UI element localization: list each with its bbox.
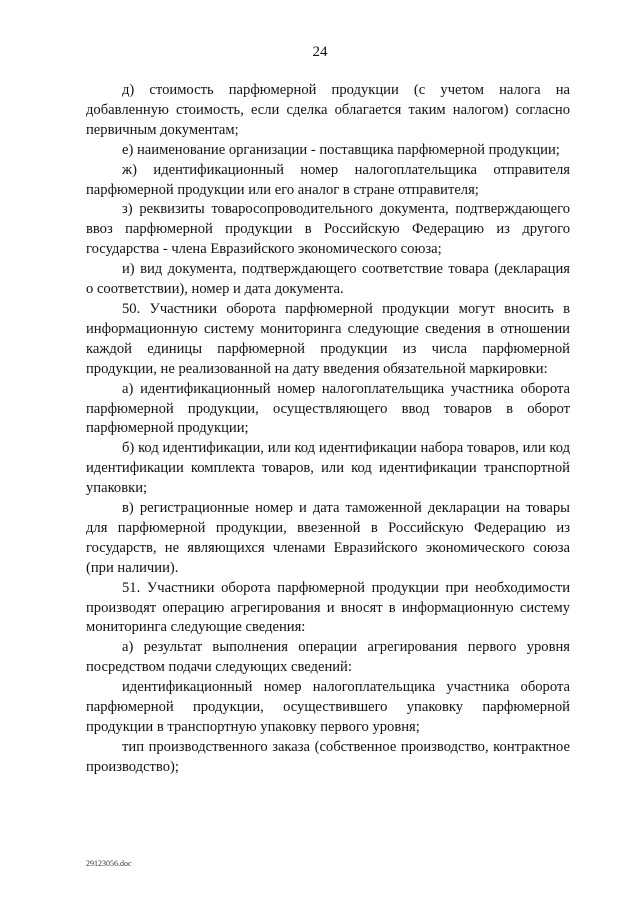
paragraph-z-shipping-document: з) реквизиты товаросопроводительного документа, подтверждающего ввоз парфюмерной продукции в Российскую Федерацию из другого государства - члена Евразийского экономического союза; (86, 201, 570, 258)
file-name-footer: 29123056.doc (86, 859, 132, 868)
paragraph-d-cost: д) стоимость парфюмерной продукции (с учетом налога на добавленную стоимость, если сделка облагается таким налогом) согласно первичным документам; (86, 82, 570, 138)
page-number: 24 (312, 44, 328, 60)
paragraph-e-supplier-name: е) наименование организации - поставщика парфюмерной продукции; (122, 141, 560, 158)
paragraph-50-b: б) код идентификации, или код идентификации набора товаров, или код идентификации комплекта товаров, или код идентификации транспортной упаковки; (86, 440, 570, 497)
paragraph-51-a-order-type: тип производственного заказа (собственное производство, контрактное производство); (86, 738, 570, 775)
paragraph-51-a-inn: идентификационный номер налогоплательщика участника оборота парфюмерной продукции, осуществившего упаковку парфюмерной продукции в транспортную упаковку первого уровня; (86, 679, 570, 735)
paragraph-50-v: в) регистрационные номер и дата таможенной декларации на товары для парфюмерной продукции, ввезенной в Российскую Федерацию из государств, не являющихся членами Евразийского экономического союза (при наличии). (86, 500, 570, 576)
document-body (86, 81, 570, 778)
paragraph-51-a: а) результат выполнения операции агрегирования первого уровня посредством подачи следующих сведений: (86, 639, 570, 676)
paragraph-50: 50. Участники оборота парфюмерной продукции могут вносить в информационную систему мониторинга следующие сведения в отношении каждой единицы парфюмерной продукции из числа парфюмерной продукции, не реализованной на дату введения обязательной маркировки: (86, 300, 570, 377)
paragraph-zh-sender-inn: ж) идентификационный номер налогоплательщика отправителя парфюмерной продукции или его аналог в стране отправителя; (86, 161, 570, 198)
paragraph-50-a: а) идентификационный номер налогоплательщика участника оборота парфюмерной продукции, осуществляющего ввод товаров в оборот парфюмерной продукции; (86, 380, 570, 437)
paragraph-i-conformity-document: и) вид документа, подтверждающего соответствие товара (декларация о соответствии), номер и дата документа. (86, 261, 570, 298)
paragraph-51: 51. Участники оборота парфюмерной продукции при необходимости производят операцию агрегирования и вносят в информационную систему мониторинга следующие сведения: (86, 579, 570, 636)
